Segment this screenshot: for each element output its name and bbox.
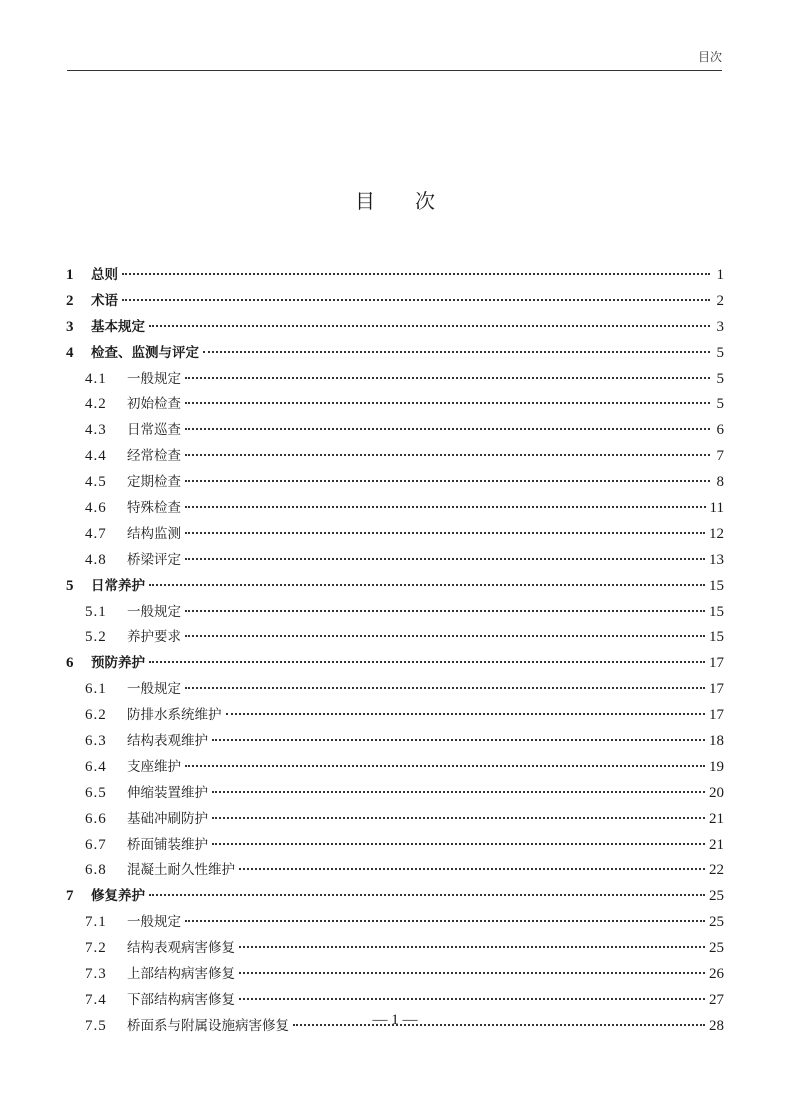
toc-entry-label: 下部结构病害修复 [127,991,235,1008]
toc-entry-page: 22 [709,862,724,879]
toc-section-entry[interactable] [66,392,724,418]
toc-entry-page: 28 [709,1017,724,1034]
toc-entry-page: 27 [709,991,724,1008]
toc-entry-number: 4.7 [85,525,107,542]
toc-section-entry[interactable] [66,677,724,703]
toc-entry-label: 日常养护 [91,577,145,594]
dot-leader [185,402,710,404]
toc-entry-label: 桥面铺装维护 [127,836,208,853]
toc-entry-page: 26 [709,966,724,983]
toc-entry-number: 7 [66,888,74,905]
toc-entry-page: 25 [709,888,724,905]
toc-entry-number: 6.1 [85,681,107,698]
toc-section-entry[interactable] [66,781,724,807]
dot-leader [185,635,705,637]
table-of-contents [66,263,724,1040]
toc-section-entry[interactable] [66,936,724,962]
toc-entry-number: 5 [66,577,74,594]
dot-leader [239,998,705,1000]
toc-entry-page: 17 [709,681,724,698]
toc-entry-page: 25 [709,914,724,931]
toc-entry-page: 1 [716,267,724,283]
toc-entry-label: 检查、监测与评定 [91,344,199,361]
toc-entry-page: 8 [716,474,724,491]
toc-section-entry[interactable] [66,367,724,393]
toc-section-entry[interactable] [66,729,724,755]
toc-entry-page: 15 [709,603,724,620]
toc-section-entry[interactable] [66,807,724,833]
toc-section-entry[interactable] [66,755,724,781]
toc-entry-number: 4.1 [85,370,107,387]
dot-leader [239,868,705,870]
dot-leader [185,687,705,689]
toc-entry-label: 修复养护 [91,888,145,905]
toc-section-entry[interactable] [66,548,724,574]
dot-leader [149,661,705,663]
toc-entry-page: 5 [716,370,724,387]
toc-entry-label: 预防养护 [91,655,145,672]
toc-chapter-entry[interactable] [66,315,724,341]
toc-entry-number: 5.1 [85,603,107,620]
dot-leader [185,377,710,379]
toc-section-entry[interactable] [66,625,724,651]
toc-chapter-entry[interactable] [66,574,724,600]
toc-entry-number: 4 [66,344,74,361]
toc-entry-page: 7 [716,448,724,465]
toc-entry-page: 13 [709,551,724,568]
toc-entry-page: 15 [709,629,724,646]
toc-entry-page: 5 [716,344,724,361]
toc-section-entry[interactable] [66,496,724,522]
toc-entry-number: 7.2 [85,940,107,957]
toc-entry-number: 6.3 [85,733,107,750]
toc-entry-page: 15 [709,577,724,594]
toc-entry-label: 结构表观病害修复 [127,940,235,957]
toc-section-entry[interactable] [66,522,724,548]
page-number: — 1 — [372,1012,418,1028]
dot-leader [149,894,705,896]
toc-entry-number: 4.3 [85,422,107,439]
toc-entry-number: 6.2 [85,707,107,724]
toc-entry-label: 一般规定 [127,603,181,620]
toc-section-entry[interactable] [66,988,724,1014]
toc-section-entry[interactable] [66,962,724,988]
dot-leader [185,480,710,482]
toc-entry-number: 6 [66,655,74,672]
dot-leader [185,506,706,508]
toc-section-entry[interactable] [66,858,724,884]
toc-entry-label: 定期检查 [127,474,181,491]
toc-entry-label: 基础冲刷防护 [127,810,208,827]
dot-leader [185,558,705,560]
dot-leader [185,532,705,534]
toc-entry-page: 17 [709,655,724,672]
toc-entry-number: 1 [66,267,74,283]
toc-entry-page: 21 [709,836,724,853]
dot-leader [149,584,705,586]
toc-entry-label: 结构表观维护 [127,733,208,750]
toc-entry-number: 2 [66,292,74,309]
toc-entry-number: 4.8 [85,551,107,568]
dot-leader [122,299,710,301]
toc-section-entry[interactable] [66,703,724,729]
toc-entry-label: 桥梁评定 [127,551,181,568]
dot-leader [212,843,705,845]
dot-leader [212,817,705,819]
toc-entry-label: 混凝土耐久性维护 [127,862,235,879]
toc-entry-number: 4.6 [85,500,107,517]
dot-leader [239,946,705,948]
toc-entry-label: 一般规定 [127,914,181,931]
dot-leader [185,765,705,767]
toc-chapter-entry[interactable] [66,884,724,910]
toc-entry-label: 初始检查 [127,396,181,413]
toc-entry-label: 养护要求 [127,629,181,646]
toc-entry-label: 经常检查 [127,448,181,465]
toc-entry-label: 基本规定 [91,318,145,335]
toc-chapter-entry[interactable] [66,651,724,677]
running-header [67,44,722,71]
toc-entry-number: 7.5 [85,1017,107,1034]
toc-section-entry[interactable] [66,418,724,444]
toc-entry-number: 5.2 [85,629,107,646]
toc-entry-number: 7.4 [85,991,107,1008]
toc-entry-number: 4.2 [85,396,107,413]
toc-chapter-entry[interactable] [66,341,724,367]
toc-entry-label: 伸缩装置维护 [127,784,208,801]
toc-entry-number: 6.4 [85,758,107,775]
toc-entry-label: 总则 [91,267,118,283]
toc-section-entry[interactable] [66,600,724,626]
dot-leader [185,920,705,922]
running-header-title: 目次 [697,50,722,64]
toc-entry-label: 一般规定 [127,370,181,387]
toc-entry-number: 4.5 [85,474,107,491]
dot-leader [203,351,710,353]
toc-entry-page: 20 [709,784,724,801]
dot-leader [226,713,706,715]
toc-entry-page: 21 [709,810,724,827]
toc-section-entry[interactable] [66,444,724,470]
dot-leader [212,739,705,741]
toc-entry-number: 3 [66,318,74,335]
toc-entry-number: 6.8 [85,862,107,879]
toc-chapter-entry[interactable] [66,263,724,289]
toc-entry-page: 18 [709,733,724,750]
toc-entry-page: 19 [709,758,724,775]
toc-entry-page: 2 [716,292,724,309]
toc-entry-page: 12 [709,525,724,542]
toc-entry-label: 上部结构病害修复 [127,966,235,983]
toc-entry-number: 4.4 [85,448,107,465]
dot-leader [185,454,710,456]
toc-entry-label: 日常巡查 [127,422,181,439]
toc-entry-label: 防排水系统维护 [127,707,222,724]
toc-entry-number: 7.3 [85,966,107,983]
toc-entry-page: 25 [709,940,724,957]
dot-leader [212,791,705,793]
dot-leader [122,273,710,275]
toc-entry-page: 11 [709,500,724,517]
toc-entry-number: 6.7 [85,836,107,853]
toc-entry-number: 6.5 [85,784,107,801]
toc-entry-label: 桥面系与附属设施病害修复 [127,1017,289,1034]
dot-leader [239,972,705,974]
toc-entry-page: 17 [709,707,724,724]
page-title: 目次 [355,189,475,213]
toc-entry-label: 支座维护 [127,758,181,775]
toc-entry-page: 6 [716,422,724,439]
dot-leader [185,610,705,612]
toc-entry-number: 7.1 [85,914,107,931]
toc-section-entry[interactable] [66,910,724,936]
toc-chapter-entry[interactable] [66,289,724,315]
toc-entry-label: 术语 [91,292,118,309]
dot-leader [185,428,710,430]
toc-section-entry[interactable] [66,833,724,859]
toc-entry-page: 3 [716,318,724,335]
toc-entry-page: 5 [716,396,724,413]
dot-leader [149,325,710,327]
toc-entry-number: 6.6 [85,810,107,827]
toc-entry-label: 一般规定 [127,681,181,698]
toc-section-entry[interactable] [66,470,724,496]
toc-entry-label: 结构监测 [127,525,181,542]
toc-entry-label: 特殊检查 [127,500,181,517]
